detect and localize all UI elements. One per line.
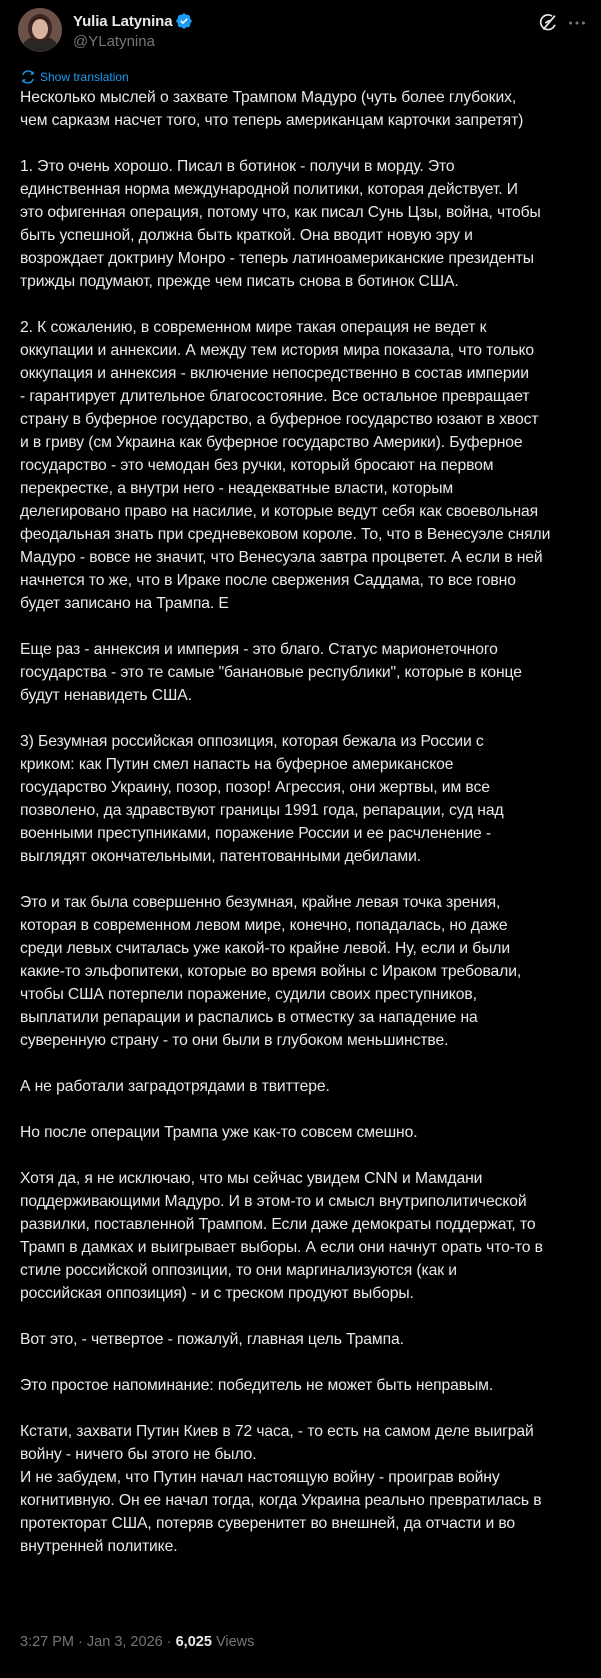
tweet-text-line: трижды подумают, прежде чем писать снова в ботинок США. bbox=[20, 273, 459, 290]
show-translation-link[interactable] bbox=[20, 69, 129, 85]
tweet-paragraph bbox=[20, 155, 590, 293]
tweet-paragraph bbox=[20, 86, 590, 132]
tweet-text-line: чем сарказм насчет того, что теперь американцам карточки запретят) bbox=[20, 112, 524, 129]
tweet-text-line: И не забудем, что Путин начал настоящую войну - проиграв войну bbox=[20, 1469, 500, 1486]
tweet-text-line: Но после операции Трампа уже как-то совсем смешно. bbox=[20, 1124, 418, 1141]
tweet-text-line: поддерживающими Мадуро. И в этом-то и смысл внутриполитической bbox=[20, 1193, 527, 1210]
avatar[interactable] bbox=[18, 8, 62, 52]
tweet-date[interactable]: Jan 3, 2026 bbox=[86, 1634, 163, 1650]
tweet-text-line: государство - это чемодан без ручки, который бросают на первом bbox=[20, 457, 494, 474]
tweet-text-line: Мадуро - вовсе не значит, что Венесуэла завтра процветет. А если в ней bbox=[20, 549, 543, 566]
tweet-text-line: развилки, поставленной Трампом. Если даже демократы поддержат, то bbox=[20, 1216, 536, 1233]
tweet-text-line: стиле российской оппозиции, то они маргинализуются (как и bbox=[20, 1262, 457, 1279]
tweet-text-line: перекрестке, а внутри него - неадекватные власти, которым bbox=[20, 480, 454, 497]
tweet-text-line: которая в современном левом мире, конечно, попадалась, но даже bbox=[20, 917, 508, 934]
tweet-text bbox=[20, 86, 590, 1558]
tweet-text-line: это офигенная операция, потому что, как писал Сунь Цзы, война, чтобы bbox=[20, 204, 541, 221]
tweet-text-line: криком: как Путин смел напасть на буферное американское bbox=[20, 756, 454, 773]
tweet-text-line: выглядят окончательными, патентованными дебилами. bbox=[20, 848, 422, 865]
views-count: 6,025 bbox=[175, 1634, 212, 1650]
translate-icon bbox=[20, 69, 36, 85]
avatar-image bbox=[18, 8, 62, 52]
tweet-text-line: среди левых считалась уже какой-то крайне левой. Ну, если и были bbox=[20, 940, 510, 957]
tweet-header bbox=[0, 0, 601, 62]
tweet-text-line: 3) Безумная российская оппозиция, которая бежала из России с bbox=[20, 733, 484, 750]
tweet-text-line: какие-то эльфопитеки, которые во время войны с Ираком требовали, bbox=[20, 963, 522, 980]
tweet-text-line: российская оппозиция) - и с треском продуют выборы. bbox=[20, 1285, 414, 1302]
tweet-paragraph bbox=[20, 891, 590, 1052]
tweet-meta bbox=[20, 1634, 254, 1650]
tweet-paragraph bbox=[20, 1420, 590, 1558]
tweet-text-line: позволено, да здравствуют границы 1991 года, репарации, суд над bbox=[20, 802, 504, 819]
tweet-text-line: выплатили репарации и распались в отместку за нападение на bbox=[20, 1009, 478, 1026]
tweet-text-line: начнется то же, что в Ираке после свержения Саддама, то все говно bbox=[20, 572, 516, 589]
verified-badge-icon bbox=[175, 12, 193, 30]
tweet-paragraph bbox=[20, 1121, 590, 1144]
tweet-text-line: суверенную страну - то они были в глубоком меньшинстве. bbox=[20, 1032, 449, 1049]
tweet-text-line: - гарантирует длительное благосостояние. Все остальное превращает bbox=[20, 388, 530, 405]
author-info bbox=[73, 11, 193, 50]
tweet-text-line: 2. К сожалению, в современном мире такая операция не ведет к bbox=[20, 319, 487, 336]
tweet-paragraph bbox=[20, 1374, 590, 1397]
tweet-text-line: государства - это те самые "банановые республики", которые в конце bbox=[20, 664, 522, 681]
tweet-time[interactable]: 3:27 PM bbox=[20, 1634, 74, 1650]
tweet-text-line: Хотя да, я не исключаю, что мы сейчас увидем CNN и Мамдани bbox=[20, 1170, 483, 1187]
tweet-paragraph bbox=[20, 316, 590, 615]
tweet-text-line: 1. Это очень хорошо. Писал в ботинок - получи в морду. Это bbox=[20, 158, 455, 175]
tweet-paragraph bbox=[20, 1328, 590, 1351]
show-translation-label[interactable]: Show translation bbox=[40, 70, 129, 84]
more-options-icon[interactable] bbox=[566, 12, 588, 34]
tweet-text-line: делегировано право на насилие, и которые ведут себя как своевольная bbox=[20, 503, 539, 520]
tweet-text-line: Это простое напоминание: победитель не может быть неправым. bbox=[20, 1377, 494, 1394]
tweet-text-line: Еще раз - аннексия и империя - это благо. Статус марионеточного bbox=[20, 641, 498, 658]
author-display-name[interactable]: Yulia Latynina bbox=[73, 12, 173, 30]
tweet-text-line: внутренней политике. bbox=[20, 1538, 178, 1555]
tweet-text-line: Вот это, - четвертое - пожалуй, главная цель Трампа. bbox=[20, 1331, 404, 1348]
tweet-text-line: Несколько мыслей о захвате Трампом Мадуро (чуть более глубоких, bbox=[20, 89, 517, 106]
tweet-text-line: единственная норма международной политики, которая действует. И bbox=[20, 181, 518, 198]
tweet-text-line: и в гриву (см Украина как буферное государство Америки). Буферное bbox=[20, 434, 523, 451]
tweet-paragraph bbox=[20, 1167, 590, 1305]
tweet-text-line: возрождает доктрину Монро - теперь латиноамериканские президенты bbox=[20, 250, 534, 267]
tweet-text-line: будут ненавидеть США. bbox=[20, 687, 192, 704]
tweet-text-line: войну - ничего бы этого не было. bbox=[20, 1446, 257, 1463]
tweet-text-line: будет записано на Трампа. Е bbox=[20, 595, 229, 612]
meta-separator: · bbox=[78, 1634, 83, 1650]
author-handle[interactable]: @YLatynina bbox=[73, 33, 155, 50]
tweet-text-line: страну в буферное государство, а буферное государство юзают в хвост bbox=[20, 411, 539, 428]
views-label: Views bbox=[215, 1634, 255, 1650]
tweet-text-line: протекторат США, потеряв суверенитет во внешней, да отчасти и во bbox=[20, 1515, 516, 1532]
tweet-text-line: феодальная знать при средневековом короле. То, что в Венесуэле сняли bbox=[20, 526, 551, 543]
tweet-text-line: оккупация и аннексия - включение непосредственно в состав империи bbox=[20, 365, 529, 382]
grok-icon[interactable] bbox=[537, 12, 559, 34]
tweet-text-line: государство Украину, позор, позор! Агрессия, они жертвы, им все bbox=[20, 779, 490, 796]
tweet-text-line: А не работали заградотрядами в твиттере. bbox=[20, 1078, 330, 1095]
tweet-text-line: Трамп в дамках и выигрывает выборы. А если они начнут орать что-то в bbox=[20, 1239, 543, 1256]
tweet-text-line: чтобы США потерпели поражение, судили своих преступников, bbox=[20, 986, 477, 1003]
tweet-text-line: военными преступниками, поражение России и ее расчленение - bbox=[20, 825, 492, 842]
meta-separator: · bbox=[166, 1634, 172, 1650]
tweet-text-line: оккупации и аннексии. А между тем история мира показала, что только bbox=[20, 342, 535, 359]
tweet-text-line: быть успешной, должна быть краткой. Она вводит новую эру и bbox=[20, 227, 473, 244]
tweet-text-line: когнитивную. Он ее начал тогда, когда Украина реально превратилась в bbox=[20, 1492, 542, 1509]
tweet-paragraph bbox=[20, 638, 590, 707]
tweet-text-line: Это и так была совершенно безумная, крайне левая точка зрения, bbox=[20, 894, 501, 911]
tweet-paragraph bbox=[20, 1075, 590, 1098]
tweet-paragraph bbox=[20, 730, 590, 868]
tweet-text-line: Кстати, захвати Путин Киев в 72 часа, - то есть на самом деле выиграй bbox=[20, 1423, 534, 1440]
